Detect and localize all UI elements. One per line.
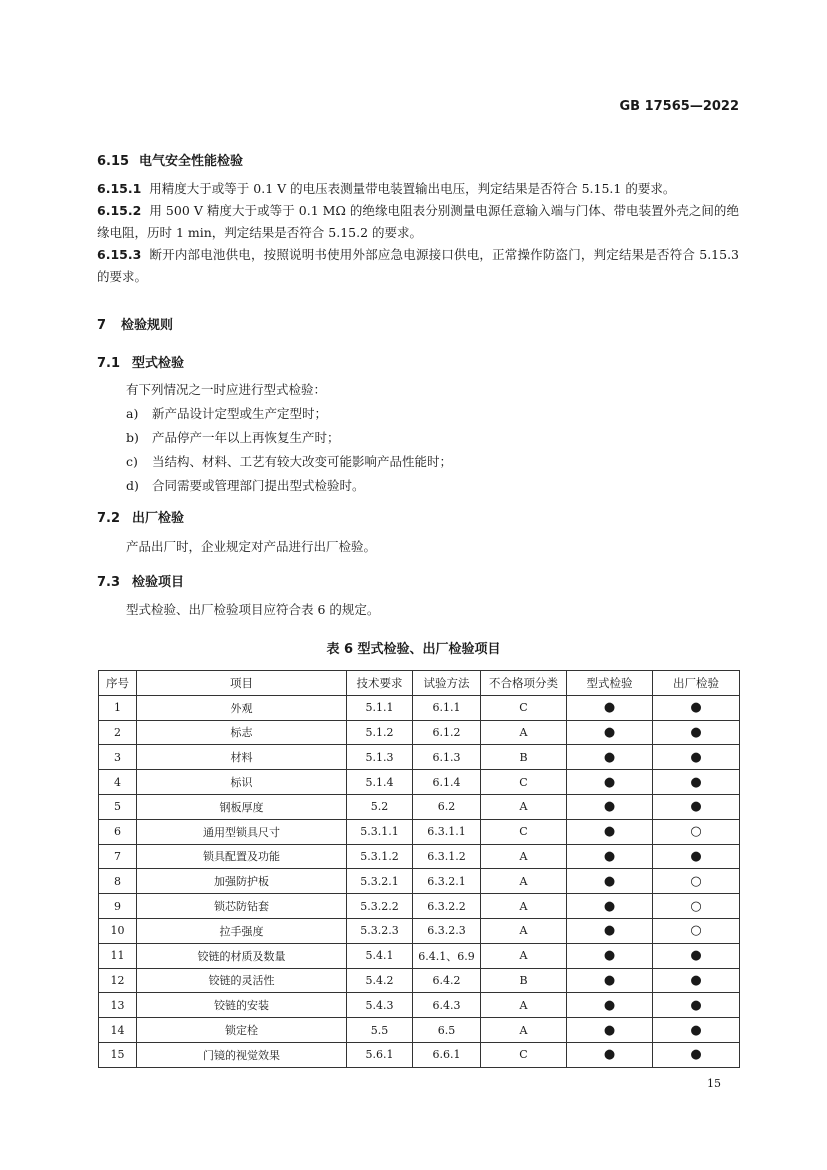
table-row (99, 918, 740, 943)
table-cell: 6 (99, 819, 137, 844)
list-item: d) 合同需要或管理部门提出型式检验时。 (126, 478, 365, 493)
table-cell: 13 (99, 993, 137, 1018)
table-cell: A (481, 918, 567, 943)
table-cell: 6.3.2.1 (413, 869, 481, 894)
table-row (99, 869, 740, 894)
table-cell: 锁具配置及功能 (137, 844, 347, 869)
header-cell: 项目 (137, 671, 347, 696)
standard-code: GB 17565—2022 (619, 99, 739, 114)
table-cell: 加强防护板 (137, 869, 347, 894)
clause-number: 6.15.1 (97, 181, 142, 196)
table-cell: A (481, 794, 567, 819)
table-cell: 5.5 (347, 1018, 413, 1043)
table-cell: A (481, 894, 567, 919)
clause-number: 6.15.2 (97, 203, 142, 218)
section-title: 检验项目 (132, 575, 185, 590)
table-cell: 5.4.3 (347, 993, 413, 1018)
table-cell: ● (567, 918, 653, 943)
header-cell: 不合格项分类 (481, 671, 567, 696)
clause-number: 6.15.3 (97, 247, 142, 262)
table-cell: 5.1.1 (347, 695, 413, 720)
table-cell: 标识 (137, 770, 347, 795)
table-cell: ● (653, 943, 740, 968)
table-cell: 5.3.2.1 (347, 869, 413, 894)
section-title: 出厂检验 (132, 511, 185, 526)
table-cell: 6.1.2 (413, 720, 481, 745)
table-cell: ● (567, 943, 653, 968)
section-7-3-heading (97, 571, 184, 590)
section-number: 7.3 (97, 575, 121, 590)
table-cell: ● (653, 1042, 740, 1067)
table-cell: C (481, 770, 567, 795)
table-cell: A (481, 844, 567, 869)
table-cell: ● (567, 794, 653, 819)
table-cell: ● (567, 695, 653, 720)
table-row (99, 794, 740, 819)
section-title: 电气安全性能检验 (139, 154, 244, 169)
table-cell: 6.3.1.1 (413, 819, 481, 844)
table-cell: 6.5 (413, 1018, 481, 1043)
table-cell: ● (653, 844, 740, 869)
clause-6-15-2 (97, 200, 739, 244)
table-cell: 钢板厚度 (137, 794, 347, 819)
table-cell: 铰链的材质及数量 (137, 943, 347, 968)
section-title: 型式检验 (132, 356, 185, 371)
table-cell: ○ (653, 894, 740, 919)
table-cell: 6.4.1、6.9 (413, 943, 481, 968)
table-cell: 门镜的视觉效果 (137, 1042, 347, 1067)
table-row (99, 770, 740, 795)
table-cell: 10 (99, 918, 137, 943)
section-7-heading (97, 314, 173, 333)
section-7-2-heading (97, 507, 184, 526)
table-header-row (99, 671, 740, 696)
table-cell: ● (567, 1042, 653, 1067)
table-cell: C (481, 1042, 567, 1067)
table-row (99, 844, 740, 869)
table-cell: A (481, 993, 567, 1018)
table-caption: 表 6 型式检验、出厂检验项目 (326, 642, 501, 657)
table-cell: ● (567, 1018, 653, 1043)
table-cell: B (481, 968, 567, 993)
table-cell: ● (653, 745, 740, 770)
table-row (99, 943, 740, 968)
table-cell: ● (653, 968, 740, 993)
clause-text: 用 500 V 精度大于或等于 0.1 MΩ 的绝缘电阻表分别测量电源任意输入端与门体、带电装置外壳之间的绝缘电阻，历时 1 min，判定结果是否符合 5.15.2 的要求。 (97, 203, 739, 240)
table-cell: 外观 (137, 695, 347, 720)
list-item: b) 产品停产一年以上再恢复生产时； (126, 430, 340, 445)
table-cell: 12 (99, 968, 137, 993)
clause-text: 断开内部电池供电，按照说明书使用外部应急电源接口供电，正常操作防盗门，判定结果是否符合 5.15.3 的要求。 (97, 247, 739, 284)
table-cell: 6.4.3 (413, 993, 481, 1018)
table-cell: 5.3.1.1 (347, 819, 413, 844)
table-cell: 材料 (137, 745, 347, 770)
table-cell: ● (567, 770, 653, 795)
table-cell: 4 (99, 770, 137, 795)
table-cell: 11 (99, 943, 137, 968)
type-test-conditions-list (126, 402, 452, 498)
table-cell: ● (653, 770, 740, 795)
table-cell: 锁定栓 (137, 1018, 347, 1043)
table-cell: A (481, 1018, 567, 1043)
table-cell: ○ (653, 819, 740, 844)
section-number: 6.15 (97, 154, 130, 169)
list-item: c) 当结构、材料、工艺有较大改变可能影响产品性能时； (126, 454, 453, 469)
table-cell: 6.2 (413, 794, 481, 819)
table-cell: 14 (99, 1018, 137, 1043)
table-cell: 5.4.1 (347, 943, 413, 968)
section-title: 检验规则 (121, 318, 174, 333)
table-cell: 5.3.1.2 (347, 844, 413, 869)
table-cell: 5.2 (347, 794, 413, 819)
section-7-1-heading (97, 352, 184, 371)
table-cell: 5.3.2.2 (347, 894, 413, 919)
table-cell: 8 (99, 869, 137, 894)
section-7-3-text: 型式检验、出厂检验项目应符合表 6 的规定。 (126, 602, 380, 617)
table-cell: ● (653, 1018, 740, 1043)
table-cell: 5 (99, 794, 137, 819)
table-cell: ● (653, 695, 740, 720)
table-cell: 5.4.2 (347, 968, 413, 993)
table-cell: 7 (99, 844, 137, 869)
table-cell: 6.3.2.3 (413, 918, 481, 943)
table-cell: 6.4.2 (413, 968, 481, 993)
table-cell: 6.1.3 (413, 745, 481, 770)
table-cell: ● (567, 869, 653, 894)
table-body (99, 695, 740, 1067)
clause-6-15-3 (97, 244, 739, 288)
table-cell: C (481, 695, 567, 720)
table-cell: 6.1.1 (413, 695, 481, 720)
table-cell: ● (567, 819, 653, 844)
table-cell: 6.1.4 (413, 770, 481, 795)
table-row (99, 968, 740, 993)
table-cell: A (481, 869, 567, 894)
table-cell: 15 (99, 1042, 137, 1067)
table-cell: ● (567, 968, 653, 993)
table-cell: C (481, 819, 567, 844)
section-number: 7.1 (97, 356, 121, 371)
table-cell: 5.1.4 (347, 770, 413, 795)
section-number: 7.2 (97, 511, 121, 526)
table-cell: 5.6.1 (347, 1042, 413, 1067)
header-cell: 序号 (99, 671, 137, 696)
section-7-2-text: 产品出厂时，企业规定对产品进行出厂检验。 (126, 539, 377, 554)
inspection-items-table (98, 670, 740, 1068)
table-cell: 6.6.1 (413, 1042, 481, 1067)
table-cell: 5.1.2 (347, 720, 413, 745)
header-cell: 技术要求 (347, 671, 413, 696)
table-row (99, 894, 740, 919)
table-row (99, 745, 740, 770)
table-cell: A (481, 943, 567, 968)
table-row (99, 993, 740, 1018)
table-cell: 拉手强度 (137, 918, 347, 943)
clause-text: 用精度大于或等于 0.1 V 的电压表测量带电装置输出电压，判定结果是否符合 5.15.1 的要求。 (149, 181, 676, 196)
table-cell: 铰链的安装 (137, 993, 347, 1018)
table-cell: A (481, 720, 567, 745)
section-7-1-intro: 有下列情况之一时应进行型式检验： (126, 382, 327, 397)
table-row (99, 1018, 740, 1043)
header-cell: 试验方法 (413, 671, 481, 696)
section-6-15-heading (97, 150, 243, 169)
table-cell: ○ (653, 869, 740, 894)
table-cell: ● (567, 720, 653, 745)
table-row (99, 819, 740, 844)
header-cell: 出厂检验 (653, 671, 740, 696)
table-cell: ● (567, 894, 653, 919)
table-cell: ○ (653, 918, 740, 943)
table-cell: 5.3.2.3 (347, 918, 413, 943)
table-cell: 2 (99, 720, 137, 745)
table-cell: 3 (99, 745, 137, 770)
table-row (99, 720, 740, 745)
clause-6-15-1 (97, 178, 739, 200)
table-cell: 锁芯防钻套 (137, 894, 347, 919)
table-row (99, 1042, 740, 1067)
table-cell: 标志 (137, 720, 347, 745)
table-cell: 6.3.1.2 (413, 844, 481, 869)
table-cell: 6.3.2.2 (413, 894, 481, 919)
table-cell: ● (567, 993, 653, 1018)
table-cell: 5.1.3 (347, 745, 413, 770)
page-number: 15 (707, 1077, 721, 1090)
section-number: 7 (97, 318, 107, 333)
table-cell: 1 (99, 695, 137, 720)
table-row (99, 695, 740, 720)
table-cell: ● (567, 745, 653, 770)
table-cell: B (481, 745, 567, 770)
table-cell: 铰链的灵活性 (137, 968, 347, 993)
header-cell: 型式检验 (567, 671, 653, 696)
table-cell: ● (653, 720, 740, 745)
table-cell: ● (653, 794, 740, 819)
table-cell: ● (567, 844, 653, 869)
list-item: a) 新产品设计定型或生产定型时； (126, 406, 328, 421)
table-cell: 9 (99, 894, 137, 919)
table-cell: 通用型锁具尺寸 (137, 819, 347, 844)
table-cell: ● (653, 993, 740, 1018)
